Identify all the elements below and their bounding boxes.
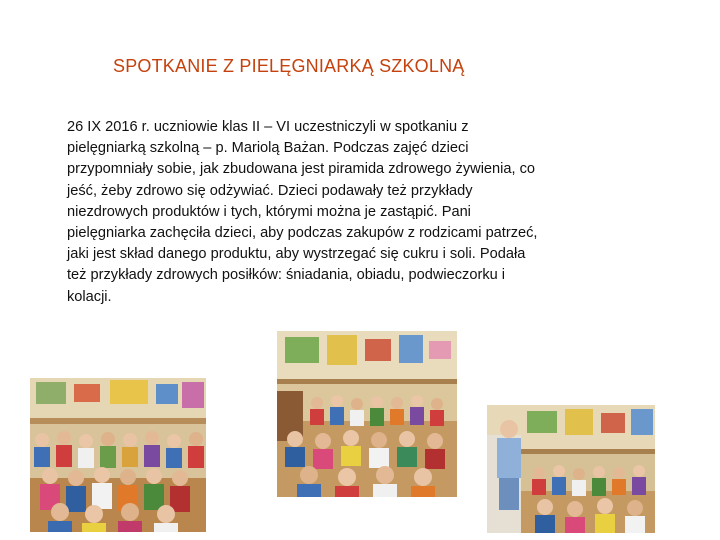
classroom-photo-2 <box>277 331 457 497</box>
slide-body-text: 26 IX 2016 r. uczniowie klas II – VI uczestniczyli w spotkaniu z pielęgniarką szkolną – p. Mariolą Bażan. Podczas zajęć dzieci przypomniały sobie, jak zbudowana jest piramida zdrowego żywienia, co jeść, żeby zdrowo się odżywiać. Dzieci podawały też przykłady niezdrowych produktów i tych, którymi można je zastąpić. Pani pielęgniarka zachęciła dzieci, aby podczas zakupów z rodzicami patrzeć, jaki jest skład danego produktu, aby wystrzegać się cukru i soli. Podała też przykłady zdrowych posiłków: śniadania, obiadu, podwieczorku i kolacji. <box>67 119 538 305</box>
classroom-photo-nurse-presenting-icon <box>487 405 655 533</box>
classroom-photo-children-on-floor-icon <box>277 331 457 497</box>
classroom-photo-1 <box>30 378 206 532</box>
slide-title: SPOTKANIE Z PIELĘGNIARKĄ SZKOLNĄ <box>113 56 465 76</box>
classroom-photo-3 <box>487 405 655 533</box>
classroom-photo-children-seated-icon <box>30 378 206 532</box>
